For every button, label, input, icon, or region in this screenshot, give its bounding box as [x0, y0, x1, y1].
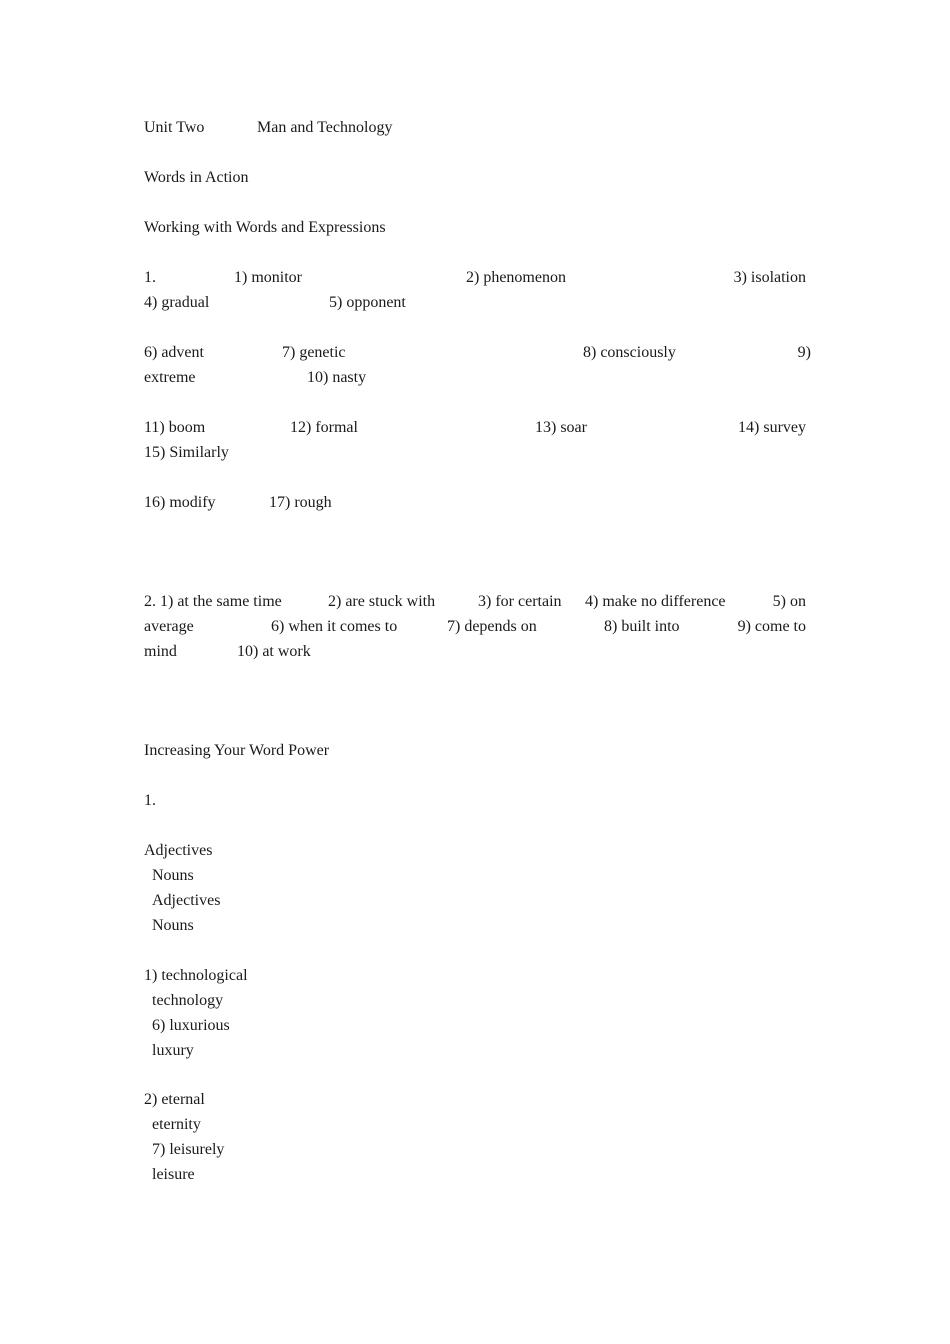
answer-item: 10) nasty [307, 369, 367, 386]
answer-item: extreme [144, 369, 196, 386]
word-entry: leisure [152, 1166, 195, 1183]
exercise2-row [144, 592, 808, 612]
section-heading-word-power: Increasing Your Word Power [144, 742, 330, 759]
answer-item: 2) phenomenon [466, 269, 566, 286]
word-power-label: 1. [144, 792, 156, 809]
word-entry: 7) leisurely [152, 1141, 225, 1158]
answer-item: 13) soar [535, 419, 587, 436]
exercise1-row [144, 268, 808, 288]
unit-label: Unit Two [144, 119, 205, 136]
answer-item: 16) modify [144, 494, 216, 511]
answer-item: 8) consciously [583, 344, 676, 361]
answer-item: 5) on [772, 593, 806, 610]
answer-item: 7) genetic [282, 344, 346, 361]
exercise1-row [144, 343, 811, 363]
word-entry: technology [152, 992, 224, 1009]
answer-item: 8) built into [604, 618, 680, 635]
word-entry: 2) eternal [144, 1091, 205, 1108]
answer-item: 14) survey [738, 419, 806, 436]
answer-item: 11) boom [144, 419, 206, 436]
unit-title: Man and Technology [257, 119, 393, 136]
column-header: Nouns [152, 917, 194, 934]
word-entry: 6) luxurious [152, 1017, 230, 1034]
answer-item: mind [144, 643, 177, 660]
answer-item: 3) for certain [478, 593, 562, 610]
exercise1-row [144, 443, 808, 463]
answer-item: 9) come to [737, 618, 806, 635]
answer-item: 9) [797, 344, 811, 361]
answer-item: 2. 1) at the same time [144, 593, 282, 610]
column-header: Nouns [152, 867, 194, 884]
answer-item: 4) make no difference [585, 593, 726, 610]
exercise2-row [144, 642, 808, 662]
section-heading-working-with-words: Working with Words and Expressions [144, 219, 386, 236]
answer-item: average [144, 618, 194, 635]
exercise1-label: 1. [144, 269, 156, 286]
answer-item: 3) isolation [733, 269, 806, 286]
answer-item: 15) Similarly [144, 444, 229, 461]
section-heading-words-in-action: Words in Action [144, 169, 249, 186]
answer-item: 2) are stuck with [328, 593, 436, 610]
column-header: Adjectives [152, 892, 221, 909]
exercise1-row [144, 293, 808, 313]
answer-item: 4) gradual [144, 294, 210, 311]
answer-item: 6) when it comes to [271, 618, 398, 635]
word-entry: 1) technological [144, 967, 248, 984]
word-entry: luxury [152, 1042, 194, 1059]
column-header: Adjectives [144, 842, 213, 859]
answer-item: 12) formal [290, 419, 358, 436]
answer-item: 5) opponent [329, 294, 406, 311]
word-entry: eternity [152, 1116, 201, 1133]
answer-item: 10) at work [237, 643, 311, 660]
answer-item: 1) monitor [234, 269, 302, 286]
exercise1-row [144, 418, 808, 438]
exercise2-row [144, 617, 808, 637]
answer-item: 7) depends on [447, 618, 537, 635]
answer-item: 17) rough [269, 494, 332, 511]
answer-item: 6) advent [144, 344, 204, 361]
exercise1-row [144, 368, 808, 388]
exercise1-row [144, 493, 808, 513]
